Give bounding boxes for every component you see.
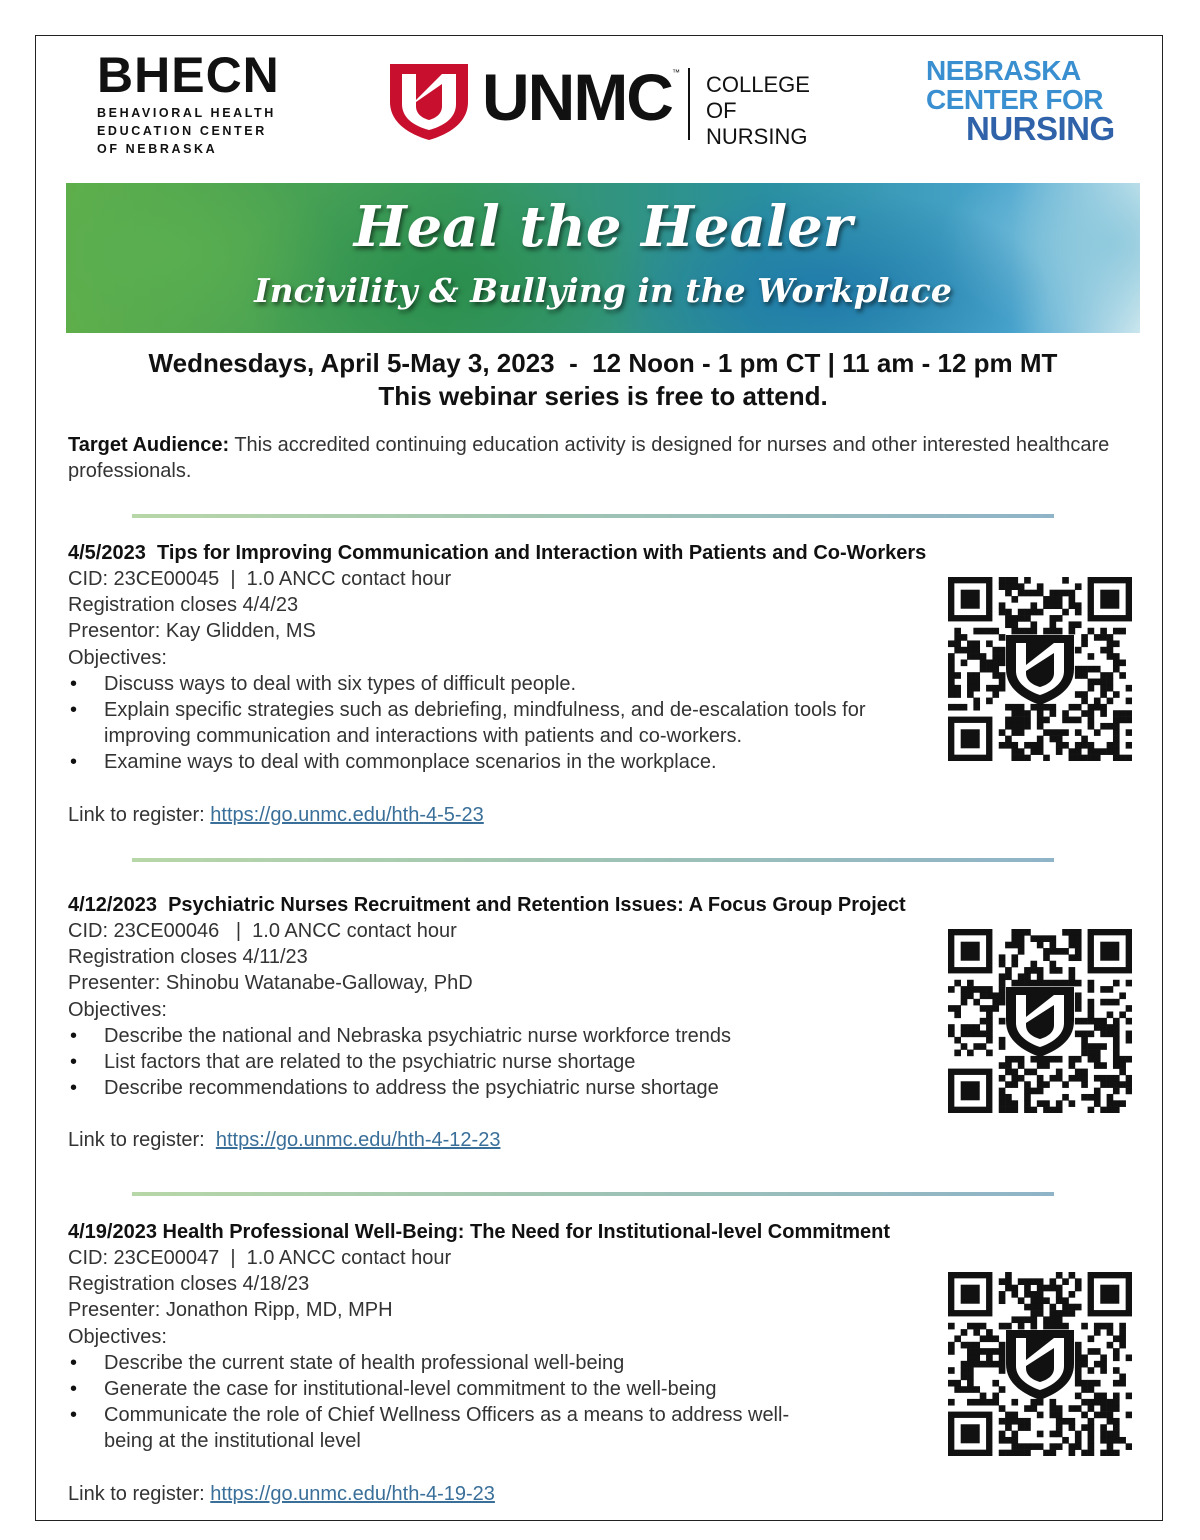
session-presenter: Presentor: Kay Glidden, MS (68, 620, 316, 643)
unmc-shield-icon (388, 62, 470, 142)
ncn-logo (926, 55, 1136, 147)
register-link[interactable]: https://go.unmc.edu/hth-4-5-23 (210, 803, 484, 826)
register-label: Link to register: (68, 803, 211, 826)
session-cid: CID: 23CE00047 | 1.0 ANCC contact hour (68, 1247, 452, 1269)
ncn-line-2: CENTER FOR (926, 84, 1103, 115)
objective-item: • Examine ways to deal with commonplace scenarios in the workplace. (68, 749, 924, 775)
bhecn-line-3: OF NEBRASKA (97, 142, 218, 156)
session-presenter: Presenter: Jonathon Ripp, MD, MPH (68, 1299, 393, 1322)
target-audience-text: This accredited continuing education activity is designed for nurses and other interested healthcare professionals. (68, 434, 1110, 482)
unmc-wordmark: UNMC (482, 60, 672, 134)
unmc-college-line-1: COLLEGE (706, 72, 810, 97)
session-register (68, 802, 1148, 828)
session-register (68, 1127, 1148, 1153)
session-title: 4/12/2023 Psychiatric Nurses Recruitment and Retention Issues: A Focus Group Project (68, 894, 906, 916)
divider-3 (132, 1192, 1054, 1196)
register-link[interactable]: https://go.unmc.edu/hth-4-12-23 (215, 1129, 501, 1152)
objective-item: • Describe the national and Nebraska psychiatric nurse workforce trends (68, 1023, 924, 1049)
register-label: Link to register: (68, 1129, 216, 1152)
session-cid: CID: 23CE00046 | 1.0 ANCC contact hour (68, 920, 457, 942)
unmc-college-of-nursing (706, 72, 810, 150)
objective-item: • List factors that are related to the psychiatric nurse shortage (68, 1049, 924, 1075)
objective-item: • Explain specific strategies such as debriefing, mindfulness, and de-escalation tools for improving communication and interactions with patients and co-workers. (68, 697, 924, 749)
qr-code-icon[interactable] (948, 1272, 1132, 1456)
unmc-divider (688, 68, 690, 140)
target-audience-label: Target Audience: (68, 434, 230, 456)
bhecn-line-1: BEHAVIORAL HEALTH (97, 106, 276, 120)
session-registration-closes: Registration closes 4/18/23 (68, 1273, 310, 1296)
ncn-line-3: NURSING (966, 110, 1115, 147)
objective-item: • Describe recommendations to address the psychiatric nurse shortage (68, 1075, 924, 1101)
banner-title: Heal the Healer (353, 194, 853, 260)
session-register (68, 1481, 1148, 1507)
divider-2 (132, 858, 1054, 862)
session-registration-closes: Registration closes 4/4/23 (68, 594, 299, 617)
target-audience (68, 432, 1128, 484)
register-label: Link to register: (68, 1482, 211, 1505)
unmc-trademark: ™ (672, 68, 680, 77)
objective-item: • Generate the case for institutional-level commitment to the well-being (68, 1376, 924, 1402)
schedule-dates: Wednesdays, April 5-May 3, 2023 - 12 Noon - 1 pm CT | 11 am - 12 pm MT (148, 348, 1058, 378)
session-registration-closes: Registration closes 4/11/23 (68, 946, 308, 969)
title-banner (66, 183, 1140, 333)
session-presenter: Presenter: Shinobu Watanabe-Galloway, PhD (68, 972, 473, 995)
session-objectives-label: Objectives: (68, 1325, 167, 1348)
qr-code-icon[interactable] (948, 577, 1132, 761)
bhecn-line-2: EDUCATION CENTER (97, 124, 267, 138)
unmc-college-line-2: OF NURSING (706, 98, 808, 149)
ncn-line-1: NEBRASKA (926, 55, 1081, 86)
objective-item: • Describe the current state of health professional well-being (68, 1350, 924, 1376)
bhecn-logo (97, 47, 280, 158)
session-objectives-label: Objectives: (68, 646, 167, 669)
session-title: 4/19/2023 Health Professional Well-Being: The Need for Institutional-level Commitment (68, 1221, 891, 1243)
schedule-free: This webinar series is free to attend. (378, 381, 828, 411)
register-link[interactable]: https://go.unmc.edu/hth-4-19-23 (210, 1482, 495, 1505)
session-objectives-label: Objectives: (68, 998, 167, 1021)
session-cid: CID: 23CE00045 | 1.0 ANCC contact hour (68, 568, 452, 590)
divider-1 (132, 514, 1054, 518)
qr-code-icon[interactable] (948, 929, 1132, 1113)
bhecn-wordmark: BHECN (97, 47, 280, 103)
objective-item: • Discuss ways to deal with six types of difficult people. (68, 671, 924, 697)
session-title: 4/5/2023 Tips for Improving Communication and Interaction with Patients and Co-Workers (68, 542, 927, 564)
objective-item: • Communicate the role of Chief Wellness Officers as a means to address well-being at the institutional level (68, 1402, 824, 1454)
banner-subtitle: Incivility & Bullying in the Workplace (254, 271, 952, 310)
schedule (66, 347, 1140, 413)
